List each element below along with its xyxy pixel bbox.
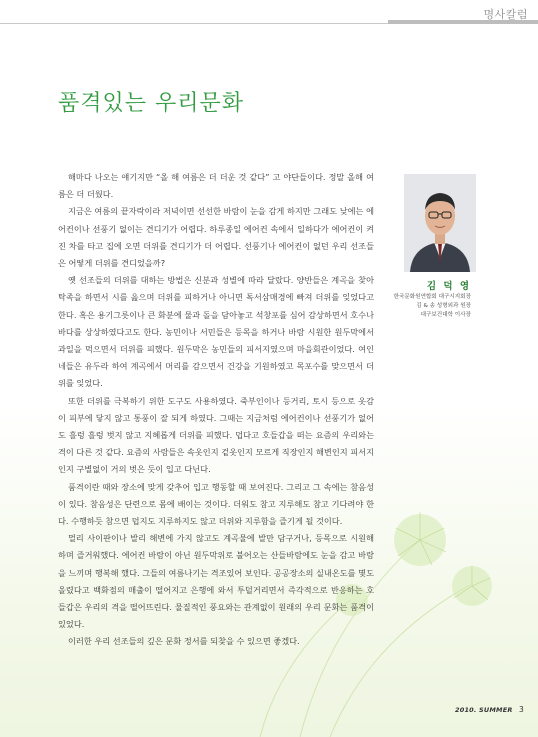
section-label: 명사칼럼: [483, 8, 528, 21]
paragraph: 멀리 사이판이나 발리 해변에 가지 않고도 계곡물에 발만 담구거나, 등목으로 시원해 하며 즐거워했다. 에어컨 바람이 아닌 원두막위로 불어오는 산들바람에도 눈을 감고 바람을 느끼며 행복해 했다. 그들의 여름나기는 격조있어 보인다. 공공장소의 실내온도를 몇도 올렸다고 백화점의 매출이 떨어지고 은행에 와서 투덜거리면서 즉각적으로 반응하는 호들갑은 우리의 격을 떨어뜨린다. 물질적인 풍요와는 관계없이 원래의 우리 문화는 품격이 있었다.: [58, 533, 374, 630]
author-affiliation-line: 김 & 송 성형외과 원장: [416, 302, 471, 309]
paragraph: 또한 더위를 극복하기 위한 도구도 사용하였다. 죽부인이나 등거리, 토시 등으로 옷감이 피부에 닿지 않고 통풍이 잘 되게 하였다. 그때는 지금처럼 에어컨이나 선풍기가 없어도 흘렁 흘렁 벗지 않고 지혜롭게 더위를 피했다. 덥다고 호들갑을 떠는 요즘의 우리와는 격이 다른 것 같다. 요즘의 사람들은 속옷인지 겉옷인지 모르게 직장인지 해변인지 피서지인지 구별없이 거의 벗은 듯이 입고 다닌다.: [58, 395, 374, 475]
issue-label: 2010. SUMMER: [455, 706, 513, 714]
paragraph: 품격이란 때와 장소에 맞게 갖추어 입고 행동할 때 보여진다. 그리고 그 속에는 참음성이 있다. 참음성은 단련으로 몸에 배이는 것이다. 더워도 참고 지루해도 참고 기다려야 한다. 수행하듯 참으면 덥지도 지루하지도 않고 더위와 지루함을 즐기게 될 것이다.: [58, 481, 374, 527]
author-photo: [404, 174, 476, 272]
page-number: 3: [519, 705, 524, 714]
paragraph: 이러한 우리 선조들의 깊은 문화 정서를 되찾을 수 있으면 좋겠다.: [68, 636, 300, 647]
author-affiliation-line: 대구보건대학 이사장: [420, 311, 471, 318]
author-name: 김 덕 영: [426, 281, 471, 292]
author-affiliations: [394, 293, 471, 319]
article-title: 품격있는 우리문화: [58, 91, 245, 116]
author-portrait-image: [404, 174, 476, 272]
article-body: [58, 169, 374, 651]
paragraph: 지금은 여름의 끝자락이라 저녁이면 선선한 바람이 눈을 감게 하지만 그래도 낮에는 에어컨이나 선풍기 없이는 견디기가 어렵다. 하루종일 에어컨 속에서 일하다가 에어컨이 켜진 차를 타고 집에 오면 더위를 견디기가 더 어렵다. 선풍기나 에어컨이 없던 우리 선조들은 어떻게 더위를 견디었을까?: [58, 206, 374, 269]
author-affiliation-line: 한국문화원연합회 대구시지회장: [393, 294, 471, 300]
paragraph: 옛 선조들의 더위를 대하는 방법은 신분과 성별에 따라 달랐다. 양반들은 계곡을 찾아 탁족을 하면서 시를 읊으며 더위를 피하거나 아니면 독서삼매경에 빠져 더위를 잊었다고 한다. 혹은 용기그릇이나 큰 화분에 물과 돌을 담아놓고 석창포를 심어 감상하면서 호수나 바다를 상상하였다고도 한다. 농민이나 서민들은 등목을 하거나 바람 시원한 원두막에서 과일을 먹으면서 더위를 피했다. 원두막은 농민들의 피서지였으며 마을회관이었다. 여인네들은 유두라 하여 계곡에서 머리를 감으면서 건강을 기원하였고 목포수를 맞으면서 더위를 잊었다.: [58, 275, 374, 389]
paragraph: 해마다 나오는 얘기지만 “올 해 여름은 더 더운 것 같다” 고 야단들이다. 정말 올해 여름은 더 더웠다.: [58, 172, 374, 200]
